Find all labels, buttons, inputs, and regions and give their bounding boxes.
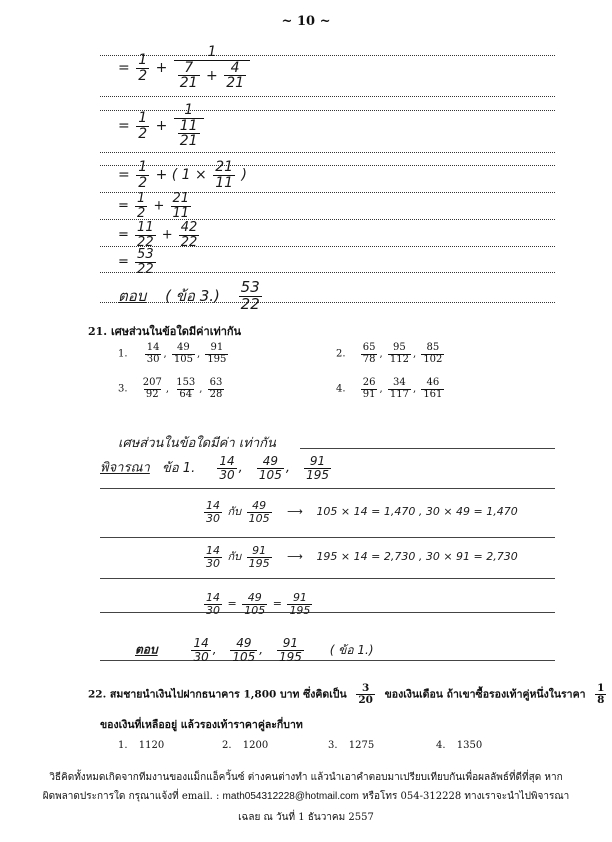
q22-choice-1: 1. 1120 (118, 740, 165, 751)
q22-choice-3: 3. 1275 (328, 740, 375, 751)
work-answer: ตอบ ( ข้อ 3.) $\frac{53}{22}$ (118, 278, 260, 313)
writing-line (100, 537, 555, 538)
q22-choice-4: 4. 1350 (436, 740, 483, 751)
q22-choice-2: 2. 1200 (222, 740, 269, 751)
writing-line (300, 448, 555, 449)
work-line-3: = $\frac{1}{2}$ + ( 1 × $\frac{21}{11}$ ) (118, 159, 247, 191)
work-pair-2: $\frac{14}{30}$ กับ $\frac{91}{195}$ ⟶ 195 × 14 = 2,730 , 30 × 91 = 2,730 (206, 544, 518, 570)
q21-choice-2: 2. $\frac{65}{78}$ , $\frac{95}{112}$ , $\frac{85}{102}$ (336, 342, 443, 365)
work-heading: เศษส่วนในข้อใดมีค่า เท่ากัน (118, 436, 276, 451)
question-21-title: 21. เศษส่วนในข้อใดมีค่าเท่ากัน (88, 325, 242, 338)
writing-line (100, 612, 555, 613)
page-number: ~ 10 ~ (281, 14, 331, 29)
work-equal-chain: $\frac{14}{30}$ = $\frac{49}{105}$ = $\frac{91}{195}$ (206, 591, 311, 617)
dotted-line (100, 96, 555, 97)
dotted-line (100, 152, 555, 153)
work-line-6: = $\frac{53}{22}$ (118, 247, 154, 277)
work-line-1: = $\frac{1}{2}$ + 1 $\frac{7}{21}$ + $\frac{4}{21}$ (118, 45, 252, 91)
q21-choice-3: 3. $\frac{207}{92}$ , $\frac{153}{64}$ , $\frac{63}{28}$ (118, 377, 223, 400)
question-22-line-2: ของเงินที่เหลืออยู่ แล้วรองเท้าราคาคู่ละกี่บาท (100, 719, 303, 731)
q21-choice-4: 4. $\frac{26}{91}$ , $\frac{34}{117}$ , $\frac{46}{161}$ (336, 377, 443, 400)
footer-line-3: เฉลย ณ วันที่ 1 ธันวาคม 2557 (238, 812, 374, 823)
work-line-4: = $\frac{1}{2}$ + $\frac{21}{11}$ (118, 191, 190, 221)
writing-line (100, 488, 555, 489)
contact-email[interactable]: math054312228@hotmail.com (222, 791, 359, 802)
work-line-5: = $\frac{11}{22}$ + $\frac{42}{22}$ (118, 220, 198, 250)
work-q21-answer: ตอบ $\frac{14}{30}$ , $\frac{49}{105}$ , $\frac{91}{195}$ ( ข้อ 1.) (135, 636, 374, 664)
q21-choice-1: 1. $\frac{14}{30}$ , $\frac{49}{105}$ , $\frac{91}{195}$ (118, 342, 227, 365)
footer-line-2: ผิดพลาดประการใด กรุณาแจ้งที่ email. : math054312228@hotmail.com หรือโทร 054-312228 ทางเราจะนำไปพิจารณา (42, 791, 570, 802)
footer-line-1: วิธีคิดทั้งหมดเกิดจากทีมงานของแม็กแอ็ควิ้นซ์ ต่างคนต่างทำ แล้วนำเอาคำตอบมาเปรียบเทียบกันเพื่อผลลัพธ์ที่ดีที่สุด หาก (49, 772, 563, 783)
work-line-2: = $\frac{1}{2}$ + $\frac{1}{\frac{11}{21}}$ (118, 103, 206, 149)
dotted-line (100, 272, 555, 273)
question-22-line-1: 22. สมชายนำเงินไปฝากธนาคาร 1,800 บาท ซึ่งคิดเป็น $\frac{3}{20}$ ของเงินเดือน ถ้าเขาซื้อรองเท้าคู่หนึ่งในราคา $\frac{1}{8}$ (88, 682, 605, 707)
work-consider: พิจารณา ข้อ 1. $\frac{14}{30}$ , $\frac{49}{105}$ , $\frac{91}{195}$ (100, 454, 330, 482)
work-pair-1: $\frac{14}{30}$ กับ $\frac{49}{105}$ ⟶ 105 × 14 = 1,470 , 30 × 49 = 1,470 (206, 499, 518, 525)
writing-line (100, 578, 555, 579)
